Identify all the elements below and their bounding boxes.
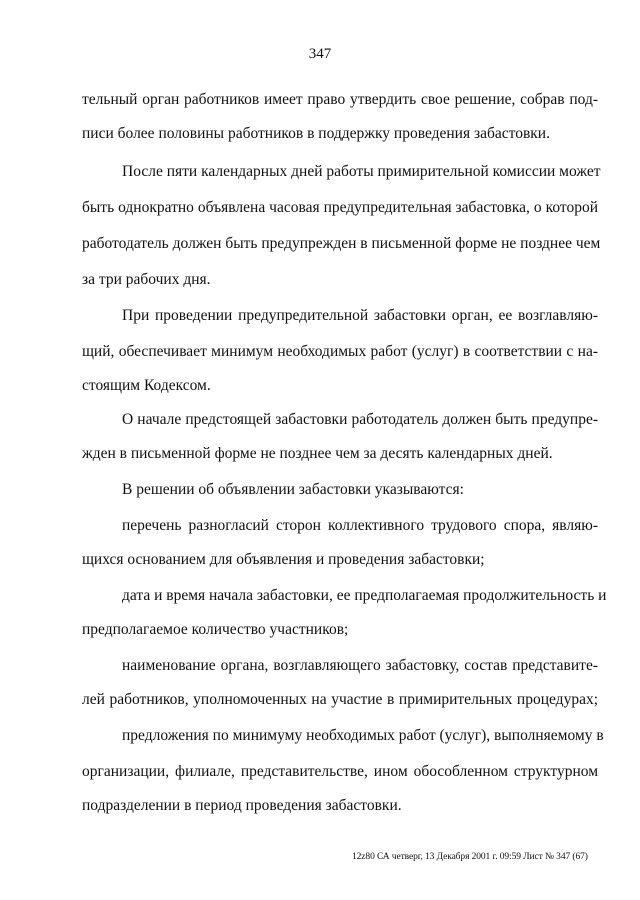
text-line: писи более половины работников в поддержку проведения забастовки. (82, 125, 550, 142)
text-line: наименование органа, возглавляющего забастовку, состав представите- (122, 657, 598, 674)
text-line: щихся основанием для объявления и проведения забастовки; (82, 551, 485, 568)
text-line: щий, обеспечивает минимум необходимых работ (услуг) в соответствии с на- (82, 343, 598, 360)
text-line: При проведении предупредительной забастовки орган, ее возглавляю- (122, 307, 598, 324)
text-line: работодатель должен быть предупрежден в письменной форме не позднее чем (82, 235, 601, 252)
text-line: подразделении в период проведения забастовки. (82, 797, 402, 814)
text-line: лей работников, уполномоченных на участие в примирительных процедурах; (82, 691, 598, 708)
text-line: дата и время начала забастовки, ее предполагаемая продолжительность и (122, 587, 607, 604)
page-number: 347 (308, 46, 332, 62)
text-line: организации, филиале, представительстве, ином обособленном структурном (82, 763, 598, 780)
text-line: стоящим Кодексом. (82, 377, 211, 394)
text-line: быть однократно объявлена часовая предупредительная забастовка, о которой (82, 199, 598, 216)
text-line: тельный орган работников имеет право утвердить свое решение, собрав под- (82, 91, 598, 108)
text-line: В решении об объявлении забастовки указываются: (122, 481, 464, 498)
text-line: перечень разногласий сторон коллективного трудового спора, являю- (122, 517, 598, 534)
text-line: После пяти календарных дней работы примирительной комиссии может (122, 163, 601, 180)
text-line: за три рабочих дня. (82, 271, 211, 288)
text-line: жден в письменной форме не позднее чем за десять календарных дней. (82, 445, 553, 462)
text-line: О начале предстоящей забастовки работодатель должен быть предупре- (122, 411, 598, 428)
text-line: предложения по минимуму необходимых работ (услуг), выполняемому в (122, 727, 604, 744)
page-footer: 12z80 СА четверг, 13 Декабря 2001 г. 09:59 Лист № 347 (67) (352, 852, 588, 862)
text-line: предполагаемое количество участников; (82, 621, 349, 638)
